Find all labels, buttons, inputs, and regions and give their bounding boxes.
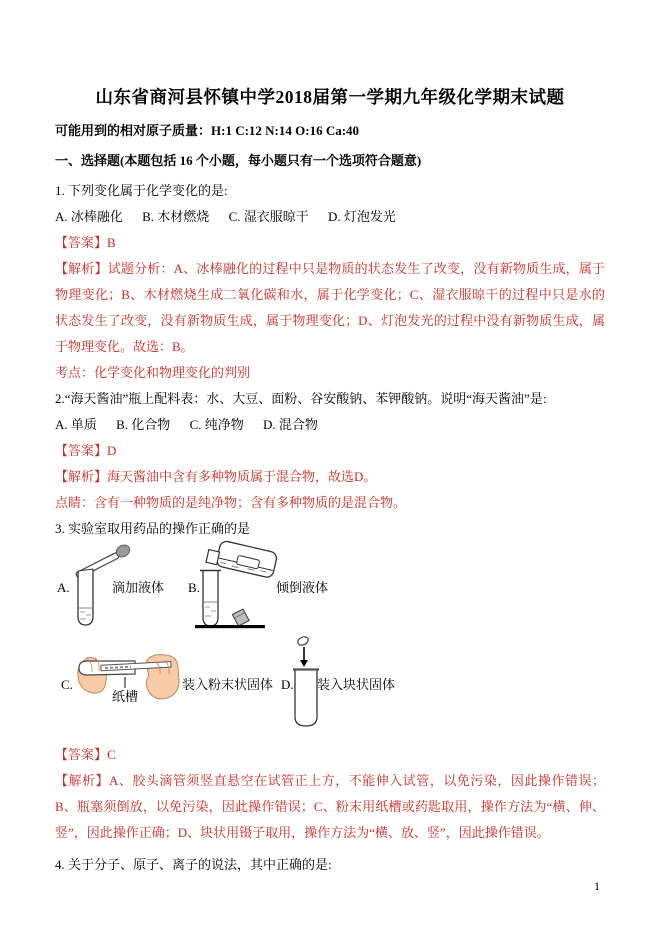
exam-title: 山东省商河县怀镇中学2018届第一学期九年级化学期末试题	[95, 87, 565, 107]
question-2-tip: 点睛：含有一种物质的是纯净物；含有多种物质的是混合物。	[55, 495, 407, 510]
question-1-stem: 1. 下列变化属于化学变化的是:	[55, 183, 228, 198]
diagram-b-caption: 倾倒液体	[276, 580, 329, 595]
diagram-b-label: B.	[188, 580, 200, 595]
question-2-option-d: D. 混合物	[262, 417, 318, 432]
question-2-analysis: 【解析】海天酱油中含有多种物质属于混合物，故选D。	[55, 469, 377, 484]
question-3-analysis: 【解析】A、胶头滴管须竖直悬空在试管正上方，不能伸入试管，以免污染，因此操作错误；B、瓶塞须倒放，以免污染，因此操作错误；C、粉末用纸槽或药匙取用，操作方法为“横、伸、竖”，因此操作正确；D、块状用镊子取用，操作方法为“横、放、竖”，因此操作错误。	[55, 773, 605, 840]
question-1-options	[55, 204, 605, 230]
question-2-options	[55, 412, 605, 438]
question-4-stem: 4. 关于分子、原子、离子的说法，其中正确的是:	[55, 857, 332, 872]
diagram-d-label: D.	[281, 677, 294, 692]
diagram-d-caption: 装入块状固体	[317, 677, 396, 692]
diagram-c-label: C.	[61, 677, 73, 692]
pouring-liquid-diagram	[193, 540, 283, 632]
question-1-option-d: D. 灯泡发光	[327, 209, 396, 224]
question-2-answer: 【答案】D	[55, 443, 117, 458]
diagram-a-label: A.	[57, 580, 70, 595]
question-1-option-a: A. 冰棒融化	[55, 209, 123, 224]
question-1-analysis: 【解析】试题分析：A、冰棒融化的过程中只是物质的状态发生了改变，没有新物质生成，属于物理变化；B、木材燃烧生成二氧化碳和水，属于化学变化；C、湿衣服晾干的过程中只是水的状态发生了改变，没有新物质生成，属于物理变化；D、灯泡发光的过程中没有新物质生成，属于物理变化。故选：B。	[55, 261, 605, 354]
question-1-option-c: C. 湿衣服晾干	[228, 209, 309, 224]
question-1-answer: 【答案】B	[55, 235, 116, 250]
diagram-a-caption: 滴加液体	[112, 580, 165, 595]
question-3-answer: 【答案】C	[55, 747, 116, 762]
question-2-option-b: B. 化合物	[116, 417, 171, 432]
question-2-option-c: C. 纯净物	[189, 417, 244, 432]
question-3-diagram-block	[55, 542, 605, 742]
page-number: 1	[594, 879, 600, 893]
question-3-stem: 3. 实验室取用药品的操作正确的是	[55, 521, 251, 536]
diagram-c-annotation: 纸槽	[112, 689, 139, 704]
question-1-option-b: B. 木材燃烧	[142, 209, 210, 224]
question-2-option-a: A. 单质	[55, 417, 97, 432]
question-2-stem: 2.“海天酱油”瓶上配料表：水、大豆、面粉、谷安酸钠、苯钾酸钠。说明“海天酱油”是:	[55, 391, 547, 406]
atomic-mass-note: 可能用到的相对原子质量：H:1 C:12 N:14 O:16 Ca:40	[55, 123, 360, 138]
question-1-key-point: 考点：化学变化和物理变化的判别	[55, 365, 251, 380]
diagram-c-caption: 装入粉末状固体	[182, 677, 274, 692]
section-heading: 一、选择题(本题包括 16 个小题，每小题只有一个选项符合题意)	[55, 153, 422, 168]
